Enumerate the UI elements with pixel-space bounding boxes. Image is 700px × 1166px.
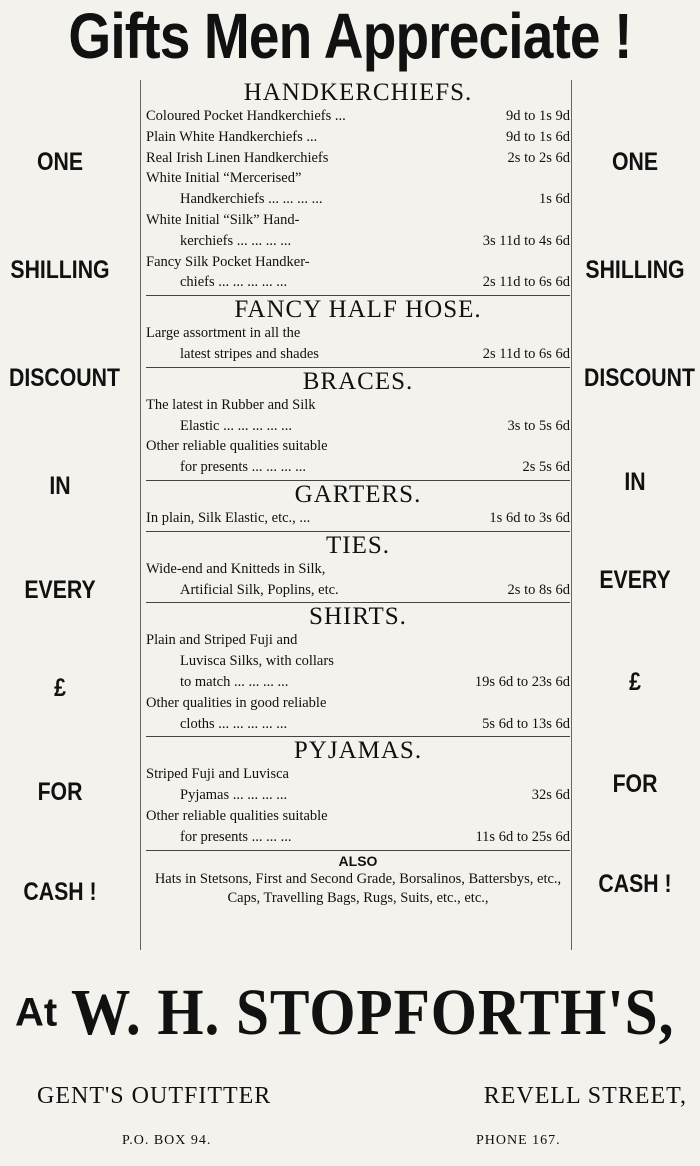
- item-price: 3s to 5s 6d: [507, 417, 570, 434]
- item-description: In plain, Silk Elastic, etc., ...: [146, 509, 311, 526]
- item-description: Wide-end and Knitteds in Silk,: [146, 560, 326, 577]
- item-price: 9d to 1s 6d: [505, 128, 570, 145]
- item-price: 2s 11d to 6s 6d: [482, 274, 570, 291]
- side-word: IN: [49, 472, 71, 500]
- section-title: GARTERS.: [294, 480, 422, 508]
- item-price: 1s 6d to 3s 6d: [489, 509, 570, 526]
- item-price: 11s 6d to 25s 6d: [475, 828, 570, 845]
- firm-name-line: [15, 975, 700, 1051]
- item-description: Handkerchiefs ... ... ... ...: [180, 191, 323, 208]
- item-description: Other qualities in good reliable: [146, 694, 327, 711]
- item-description: Fancy Silk Pocket Handker-: [146, 253, 310, 270]
- item-price: 2s to 8s 6d: [507, 581, 570, 598]
- po-box: P.O. BOX 94.: [122, 1133, 212, 1148]
- item-description: chiefs ... ... ... ... ...: [180, 274, 288, 291]
- price-row: [146, 323, 570, 344]
- price-row: [146, 231, 570, 252]
- also-text: Hats in Stetsons, First and Second Grade, Borsalinos, Battersbys, etc., Caps, Travelling Bags, Rugs, Suits, etc., etc.,: [154, 870, 562, 906]
- price-row: [146, 714, 570, 735]
- section-title: BRACES.: [302, 367, 414, 395]
- item-price: 32s 6d: [531, 787, 570, 804]
- pound-symbol: £: [629, 668, 641, 696]
- price-row: [146, 436, 570, 457]
- side-word: DISCOUNT: [584, 364, 695, 392]
- section-title: TIES.: [325, 531, 391, 559]
- item-price: 2s to 2s 6d: [507, 149, 570, 166]
- section-title: HANDKERCHIEFS.: [243, 79, 473, 106]
- price-row: [146, 395, 570, 416]
- price-row: [146, 559, 570, 580]
- pound-symbol: £: [54, 674, 66, 702]
- price-row: [146, 630, 570, 651]
- item-price: 2s 11d to 6s 6d: [482, 345, 570, 362]
- side-word: IN: [624, 468, 646, 496]
- item-price: 5s 6d to 13s 6d: [482, 715, 570, 732]
- item-price: 9d to 1s 9d: [505, 108, 570, 124]
- side-word: SHILLING: [585, 256, 685, 284]
- item-price: 2s 5s 6d: [522, 459, 570, 476]
- price-row: [146, 508, 570, 529]
- item-price: 3s 11d to 4s 6d: [482, 232, 570, 249]
- item-description: to match ... ... ... ...: [180, 673, 289, 690]
- price-row: [146, 344, 570, 365]
- item-description: Plain and Striped Fuji and: [146, 632, 298, 649]
- item-description: Real Irish Linen Handkerchiefs: [146, 149, 329, 166]
- headline: Gifts Men Appreciate !: [68, 0, 632, 72]
- item-description: Coloured Pocket Handkerchiefs ...: [146, 108, 346, 124]
- item-price: 19s 6d to 23s 6d: [474, 673, 570, 690]
- item-description: latest stripes and shades: [180, 345, 319, 362]
- item-price: 1s 6d: [538, 191, 570, 208]
- side-word: FOR: [612, 770, 658, 798]
- side-word: SHILLING: [10, 256, 110, 284]
- price-list: [146, 80, 570, 908]
- price-row: [146, 580, 570, 601]
- item-description: Large assortment in all the: [146, 325, 301, 342]
- price-row: [146, 189, 570, 210]
- price-row: [146, 651, 570, 672]
- side-word: ONE: [36, 148, 84, 176]
- item-description: Elastic ... ... ... ... ...: [180, 417, 292, 434]
- price-row: [146, 764, 570, 785]
- price-row: [146, 106, 570, 127]
- side-word: EVERY: [599, 566, 671, 594]
- item-description: Other reliable qualities suitable: [146, 438, 328, 455]
- also-title: ALSO: [338, 852, 378, 869]
- item-description: Luvisca Silks, with collars: [180, 653, 334, 670]
- item-description: White Initial “Silk” Hand-: [146, 211, 300, 228]
- item-description: Artificial Silk, Poplins, etc.: [180, 581, 339, 598]
- address-line: [37, 1083, 687, 1110]
- occupation: GENT'S OUTFITTER: [37, 1083, 272, 1109]
- item-description: for presents ... ... ... ...: [180, 459, 307, 476]
- item-description: Other reliable qualities suitable: [146, 807, 328, 824]
- section-title: SHIRTS.: [309, 603, 407, 631]
- side-word: CASH !: [23, 878, 97, 906]
- side-word: EVERY: [24, 576, 96, 604]
- price-row: [146, 168, 570, 189]
- price-row: [146, 693, 570, 714]
- side-word: DISCOUNT: [9, 364, 120, 392]
- phone-number: PHONE 167.: [476, 1133, 561, 1148]
- item-description: Striped Fuji and Luvisca: [146, 766, 289, 783]
- price-row: [146, 127, 570, 148]
- firm-name: W. H. STOPFORTH'S,: [71, 976, 675, 1049]
- section-title: FANCY HALF HOSE.: [234, 296, 482, 324]
- price-row: [146, 785, 570, 806]
- item-description: The latest in Rubber and Silk: [146, 396, 316, 413]
- item-description: Plain White Handkerchiefs ...: [146, 128, 318, 145]
- at-label: At: [15, 990, 58, 1035]
- item-description: Pyjamas ... ... ... ...: [180, 787, 288, 804]
- price-row: [146, 272, 570, 293]
- price-row: [146, 806, 570, 827]
- item-description: for presents ... ... ...: [180, 828, 292, 845]
- item-description: White Initial “Mercerised”: [146, 170, 302, 187]
- price-row: [146, 827, 570, 848]
- item-description: kerchiefs ... ... ... ...: [180, 232, 292, 249]
- price-row: [146, 457, 570, 478]
- street: REVELL STREET,: [483, 1083, 687, 1109]
- price-row: [146, 252, 570, 273]
- price-row: [146, 416, 570, 437]
- price-row: [146, 672, 570, 693]
- price-row: [146, 148, 570, 169]
- side-word: ONE: [611, 148, 659, 176]
- item-description: cloths ... ... ... ... ...: [180, 715, 288, 732]
- section-title: PYJAMAS.: [293, 737, 423, 765]
- section-divider: [146, 850, 570, 851]
- price-row: [146, 210, 570, 231]
- side-word: CASH !: [598, 870, 672, 898]
- side-word: FOR: [37, 778, 83, 806]
